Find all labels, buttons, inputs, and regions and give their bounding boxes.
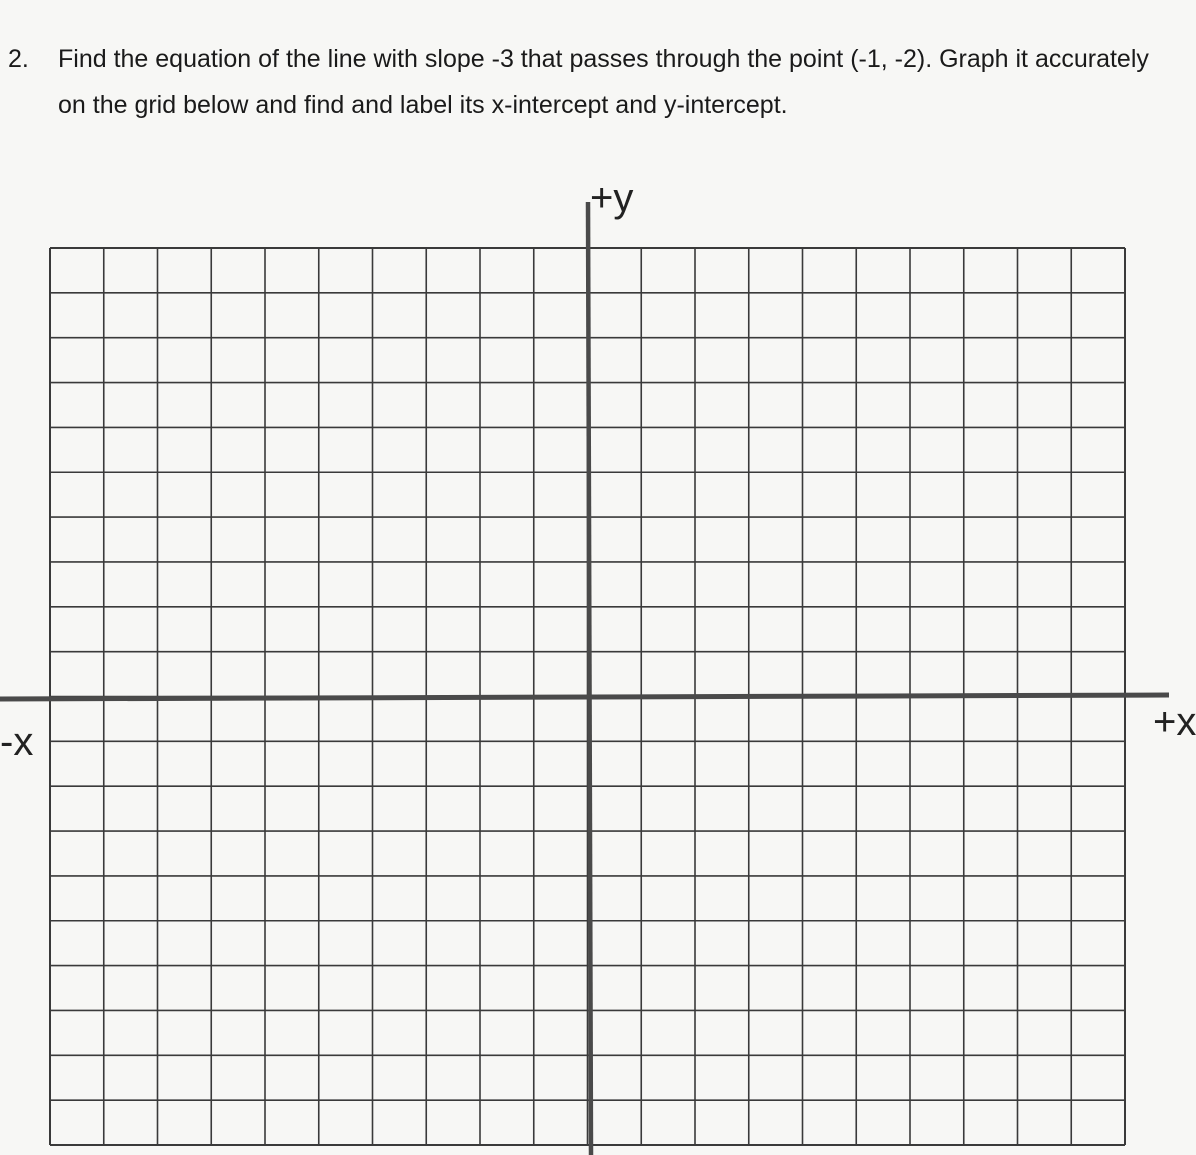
- x-axis: [0, 695, 1169, 699]
- question-number: 2.: [8, 45, 29, 73]
- question-text: Find the equation of the line with slope -3 that passes through the point (-1, -2). Graph it accurately on the grid below and find and label its x-intercept and y-intercept.: [58, 45, 1149, 119]
- positive-x-label: +x: [1153, 700, 1196, 744]
- positive-y-label: +y: [590, 176, 634, 220]
- negative-x-label: -x: [0, 720, 34, 764]
- y-axis: [588, 202, 591, 1155]
